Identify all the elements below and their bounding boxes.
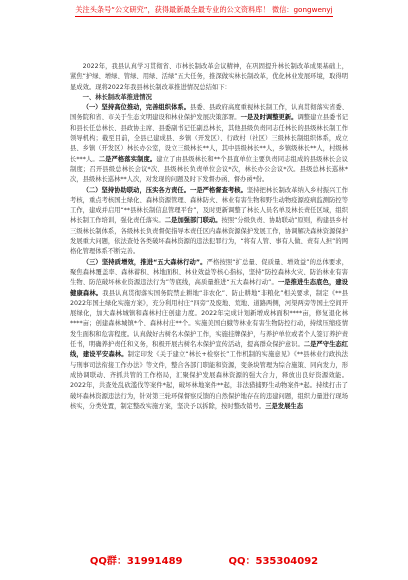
document-body [70,62,348,412]
top-banner [0,0,408,22]
section-heading: 一、林长制改革推进情况 [82,93,152,101]
intro-paragraph: 2022年，我县认真学习贯彻省、市林长制改革会议精神，在巩固提升林长制改革成果基础上，紧焦“护绿、增绿、管绿、用绿、活绿”五大任务，推深做实林长制改革，优化林业发展环境，取得明显成效。现将2022年我县林长制改革推进情况总结如下： [70,63,348,91]
banner-text: 关注头条号“公文研究”，获得最新最全最专业的公文资料库！ 微信：gongwenyj [75,5,332,17]
section-3-paragraph: （三）坚持质增效，推进“五大森林行动”。严格按照“扩总量、促质量、增效益”的总体要求，聚焦森林覆盖率、森林蓄积、林地面积、林业效益等核心指标，坚持“防控森林火灾、防治林业有害生物、防范破坏林业资源违法行为”等底线，高质量推进“五大森林行动”。一是推进生态底色，建设健康森林。我县认真贯彻落实国务院禁止耕地“非农化”、防止耕地“非粮化”相关要求，制定《**县2022年国土绿化实施方案》，充分利用村庄“四旁”及废地、荒地、道路两侧，河渠两旁等国土空间开展绿化，加大森林城镇和森林村庄创建力度。2022年完成计划新增成林面积****亩，修复退化林****亩；创建森林城镇*个、森林村庄**个。实施美国白蛾等林业有害生物防控行动，持续压缩疫情发生面积和危害程度。认真做好古树名木保护工作，实施挂牌保护，与养护单位或者个人签订养护责任书，明确养护责任和义务，积极开展古树名木保护宣传活动，提高群众保护意识。二是严守生态红线，建设平安森林。制定印发《关于建立“林长+检察长”工作机制的实施意见》《**县林业行政执法与刑事司法衔接工作办法》等文件，整合各部门职能和资源，变条块管理为综合施策、同向发力，形成协调联动、齐抓共管的工作格局，汇聚保护发展森林资源的强大合力，释放出良好资源效能。2022年，共查处乱砍滥伐等案件*起，破坏林地案件**起，非法猎捕野生动物案件*起。持续打击了破坏森林资源违法行为，针对第三轮环保督察反馈的自然保护地存在的违建问题，组织力量进行现场核实，分类处置，制定整改实施方案，坚决予以拆除，按时整改销号。三是发展生态 [70,258,349,410]
section-1-paragraph: （一）坚持高位推动，完善组织体系。县委、县政府高度重视林长制工作，认真贯彻落实省委、国务院和省、市关于生态文明建设和林业保护发展决策部署。一是及时调整更新。调整建立县委书记和县长任总林长、县政协主席、县委副书记任副总林长，其他县级负责同志任林长的县级林长制工作领导机构；截至目前，全县已建成县、乡镇（开发区）、行政村（社区）三级林长制组织体系，成立县、乡镇（开发区）林长办公室，设立三级林长**人，其中县级林长**人，乡镇级林长**人，村级林长***人。二是严格落实制度。建立了由县级林长和**个县直单位主要负责同志组成的县级林长会议制度；召开县级总林长会议*次、县级林长负责单位会议*次，林长办公会议*次。县级总林长巡林*次，县级林长巡林**人次，对发现的问题及时下发督办函、督办函*份。 [70,104,349,184]
section-2-paragraph: （二）坚持协助联动，压实各方责任。一是严格督查考核。坚持把林长制改革纳入乡村振兴工作考核，重点考核国土绿化、森林资源管理、森林防火、林业有害生物和野生动物疫源疫病监测防控等工作，建成并启用“**县林长制信息管理平台”，及时更新调整了林长人员名单及林长责任区域，组织林长制工作培训，强化责任落实。二是加强部门联动。按照“分级负责、协助联动”原则，构建县乡村三级林长制体系，各级林长负责督促指导本责任区内森林资源保护发展工作，协调解决森林资源保护发展重大问题，依法查处各类破坏森林资源的违法犯罪行为，“将有人管、事有人做、责有人担”的网格化管理体系不断完善。 [70,186,349,256]
footer-contact [0,548,408,570]
footer-qq: QQ：535304092 [228,555,319,567]
footer-qq-group: QQ群：31991489 [89,555,183,567]
